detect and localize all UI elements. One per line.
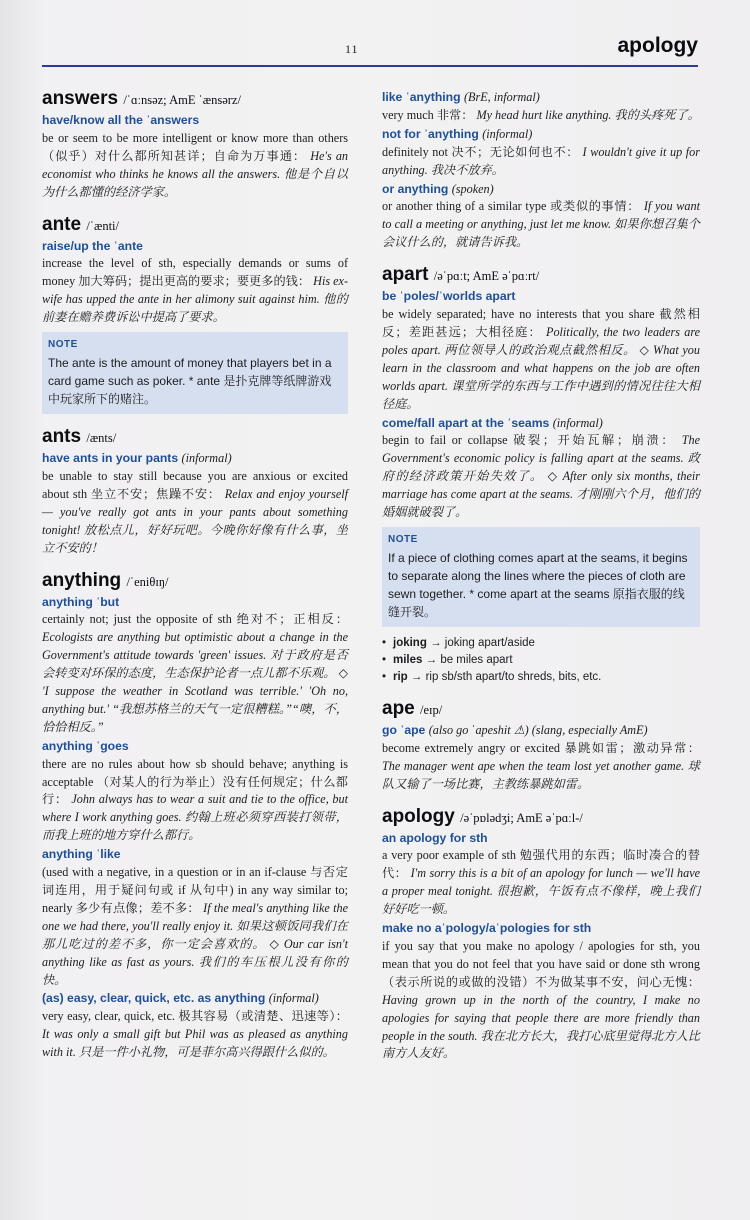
- headword-line: [42, 214, 348, 237]
- note-text: The ante is the amount of money that players bet in a card game such as poker. * ante 是扑克牌等纸牌游戏中玩家所下的赌注。: [48, 356, 332, 407]
- header-rule: [42, 65, 698, 67]
- definition-text: very easy, clear, quick, etc. 极其容易（或清楚、迅速等）：: [42, 1009, 348, 1024]
- idiom-phrase: [382, 415, 700, 433]
- cross-reference-word: miles: [393, 653, 423, 666]
- usage-label: (informal): [268, 991, 319, 1006]
- idiom-text: (as) easy, clear, quick, etc. as anything: [42, 991, 266, 1006]
- cross-reference-item: [382, 669, 700, 686]
- dictionary-entry: [42, 570, 348, 1063]
- definition: [382, 306, 700, 413]
- idiom-phrase: [42, 738, 348, 756]
- cross-reference-target: → rip sb/sth apart/to shreds, bits, etc.: [410, 670, 602, 683]
- idiom-phrase: [382, 288, 700, 306]
- idiom-text: anything ˈlike: [42, 847, 121, 862]
- cross-reference-list: [382, 635, 700, 686]
- example-sentence: Relax and enjoy yourself — you've really got ants in your pants about something tonight! 放松点儿，好好玩吧。今晚你好像有什么事，坐立不安的！: [42, 486, 348, 555]
- headword-line: [382, 806, 700, 829]
- idiom-phrase: [382, 89, 700, 107]
- dictionary-entry: [382, 698, 700, 794]
- definition-text: if you say that you make no apology / apologies for sth, you mean that you do not feel that you have said or done sth wrong （表示所说的或做的没错）不为做某事不安，问心无愧：: [382, 939, 700, 989]
- headword: anything: [42, 569, 122, 591]
- example-sentence: His ex-wife has upped the ante in her alimony suit against him. 他的前妻在赡养费诉讼中提高了要求。: [42, 274, 349, 325]
- definition: [382, 847, 700, 919]
- example-sentence: I wouldn't give it up for anything. 我决不放弃。: [382, 144, 700, 177]
- idiom-phrase: [42, 846, 348, 864]
- dictionary-entry: [382, 264, 700, 686]
- definition: [42, 255, 348, 327]
- idiom-text: an apology for sth: [382, 830, 488, 845]
- idiom-phrase: [382, 722, 700, 740]
- cross-reference-target: → be miles apart: [425, 653, 513, 666]
- guide-word: apology: [617, 34, 698, 57]
- idiom-text: or anything: [382, 181, 449, 196]
- cross-reference-target: → joking apart/aside: [430, 636, 535, 649]
- definition: [382, 144, 700, 180]
- example-sentence: Ecologists are anything but optimistic about a change in the Government's attitude towards 'green' issues. 对于政府是否会转变对环保的态度，生态保护论者一点儿都不乐观。 ◇ 'I suppose the weather in Scotland was terrible.' 'Oh no, anything but.' “我想苏格兰的天气一定很糟糕。”“噢，不，恰恰相反。”: [42, 630, 348, 734]
- definition-text: certainly not; just the opposite of sth 绝对不；正相反：: [42, 612, 348, 627]
- headword: apart: [382, 264, 429, 286]
- headword: apology: [382, 805, 455, 827]
- note-text: If a piece of clothing comes apart at the seams, it begins to separate along the lines where the pieces of cloth are sewn together. * come apart at the seams 原指衣服的线缝开裂。: [388, 550, 688, 619]
- definition-text: very much 非常：: [382, 107, 474, 122]
- idiom-phrase: [382, 920, 700, 938]
- definition: [382, 938, 700, 1063]
- cross-reference-word: rip: [393, 670, 408, 683]
- idiom-text: anything ˈbut: [42, 594, 120, 609]
- dictionary-entry: [382, 806, 700, 1064]
- definition-text: become extremely angry or excited 暴跳如雷；激动异常：: [382, 740, 700, 755]
- usage-label: (informal): [482, 126, 533, 141]
- example-sentence: He's an economist who thinks he knows all the answers. 他是个自以为什么都懂的经济学家。: [42, 148, 349, 199]
- headword: ape: [382, 697, 415, 719]
- idiom-text: like ˈanything: [382, 90, 461, 104]
- definition: [382, 740, 700, 794]
- definition: [42, 1008, 348, 1062]
- definition-text: there are no rules about how sb should behave; anything is acceptable （对某人的行为举止）没有任何规定；什么都行：: [42, 756, 348, 807]
- definition-text: increase the level of sth, especially demands or sums of money 加大筹码；提出更高的要求；要更多的钱：: [42, 256, 348, 289]
- headword-line: [42, 88, 348, 111]
- dictionary-entry: [42, 214, 348, 415]
- idiom-text: not for ˈanything: [382, 126, 479, 141]
- definition: [42, 468, 348, 558]
- pronunciation: /əˈpɒlədʒi; AmE əˈpɑːl-/: [460, 810, 583, 825]
- pronunciation: /ænts/: [86, 431, 117, 446]
- headword: ante: [42, 213, 82, 235]
- idiom-phrase: [42, 990, 348, 1008]
- usage-label: (spoken): [451, 181, 494, 196]
- idiom-text: be ˈpoles/ˈworlds apart: [382, 289, 516, 304]
- headword-line: [42, 426, 348, 449]
- example-sentence: Having grown up in the north of the country, I make no apologies for saying that people there are more friendly than people in the south. 我在北方长大，我打心底里觉得北方人比南方人友好。: [382, 992, 700, 1061]
- example-sentence: It was only a small gift but Phil was as pleased as anything with it. 只是一件小礼物，可是菲尔高兴得跟什么似的。: [42, 1027, 348, 1060]
- dictionary-entry: [42, 426, 348, 557]
- example-sentence: My head hurt like anything. 我的头疼死了。: [476, 107, 700, 122]
- example-sentence: The Government's economic policy is falling apart at the seams. 政府的经济政策开始失效了。 ◇ After only six months, their marriage has come apart at the seams. 才刚刚六个月，他们的婚姻就破裂了。: [382, 433, 700, 520]
- definition: [382, 107, 700, 125]
- left-column: [42, 88, 348, 1074]
- definition-text: definitely not 决不；无论如何也不：: [382, 144, 579, 159]
- note-label: NOTE: [388, 533, 418, 545]
- definition: [382, 198, 700, 252]
- example-sentence: Politically, the two leaders are poles apart. 两位领导人的政治观点截然相反。 ◇ What you learn in the classroom and what happens on the job are often worlds apart. 课堂所学的东西与工作中遇到的情况往往大相径庭。: [382, 324, 701, 411]
- definition-text: begin to fail or collapse 破裂；开始瓦解；崩溃：: [382, 433, 677, 448]
- idiom-phrase: [42, 450, 348, 468]
- usage-label: (BrE, informal): [463, 90, 540, 104]
- right-column: [382, 88, 700, 1075]
- example-sentence: The manager went ape when the team lost yet another game. 球队又输了一场比赛，主教练暴跳如雷。: [382, 758, 700, 791]
- definition-text: or another thing of a similar type 或类似的事情：: [382, 199, 641, 214]
- idiom-text: anything ˈgoes: [42, 738, 129, 753]
- example-sentence: If the meal's anything like the one we had there, you'll really enjoy it. 如果这顿饭同我们在那儿吃过的差不多，你一定会喜欢的。 ◇ Our car isn't anything like as fast as yours. 我们的车压根儿没有你的快。: [42, 900, 349, 987]
- note-label: NOTE: [48, 339, 78, 351]
- example-sentence: I'm sorry this is a bit of an apology for lunch — we'll have a proper meal tonight. 很抱歉，午饭有点不像样，晚上我们好好吃一顿。: [382, 866, 701, 917]
- pronunciation: /ˈeniθɪŋ/: [126, 574, 169, 589]
- definition-text: be widely separated; have no interests that you share 截然相反；差距甚远；大相径庭：: [382, 307, 700, 339]
- usage-label: (also go ˈapeshit ⚠) (slang, especially AmE): [428, 722, 648, 737]
- dictionary-entry: [42, 88, 348, 202]
- definition-text: a very poor example of sth 勉强代用的东西；临时凑合的替代：: [382, 848, 700, 881]
- headword: answers: [42, 88, 119, 109]
- idiom-text: go ˈape: [382, 722, 426, 737]
- idiom-phrase: [382, 181, 700, 199]
- headword: ants: [42, 426, 82, 448]
- example-sentence: If you want to call a meeting or anything, just let me know. 如果你想召集个会议什么的，就请告诉我。: [382, 199, 700, 250]
- usage-label: (informal): [181, 451, 232, 466]
- definition-text: be or seem to be more intelligent or know more than others （似乎）对什么都所知甚详；自命为万事通：: [42, 130, 348, 163]
- definition: [42, 756, 348, 846]
- pronunciation: /ˈɑːnsəz; AmE ˈænsərz/: [123, 93, 241, 107]
- cross-reference-item: [382, 652, 700, 669]
- note-box: [382, 527, 700, 627]
- idiom-text: raise/up the ˈante: [42, 238, 143, 253]
- cross-reference-item: [382, 635, 700, 652]
- idiom-text: have/know all the ˈanswers: [42, 113, 200, 127]
- pronunciation: /eɪp/: [420, 702, 443, 717]
- definition: [42, 611, 348, 736]
- definition-text: be unable to stay still because you are anxious or excited about sth 坐立不安；焦躁不安：: [42, 468, 348, 501]
- idiom-phrase: [42, 238, 348, 256]
- headword-line: [382, 698, 700, 721]
- idiom-phrase: [42, 594, 348, 612]
- idiom-text: make no aˈpology/aˈpologies for sth: [382, 921, 592, 936]
- dictionary-entry: [382, 89, 700, 252]
- idiom-phrase: [382, 830, 700, 848]
- usage-label: (informal): [552, 415, 603, 430]
- headword-line: [382, 264, 700, 287]
- definition: [42, 130, 348, 202]
- idiom-phrase: [382, 126, 700, 144]
- idiom-text: come/fall apart at the ˈseams: [382, 415, 550, 430]
- idiom-text: have ants in your pants: [42, 451, 179, 466]
- definition-text: (used with a negative, in a question or in an if-clause 与否定词连用，用于疑问句或 if 从句中) in any way similar to; nearly 多少有点像；差不多：: [42, 865, 348, 915]
- definition: [42, 864, 348, 989]
- example-sentence: John always has to wear a suit and tie to the office, but where I work anything goes. 约翰上班必须穿西装打领带，而我上班的地方穿什么都行。: [42, 792, 349, 843]
- definition: [382, 432, 700, 522]
- page-number: 11: [345, 42, 359, 56]
- page-header: [42, 30, 700, 66]
- idiom-phrase: [42, 112, 348, 130]
- cross-reference-word: joking: [393, 636, 427, 649]
- pronunciation: /ˈænti/: [86, 218, 120, 233]
- pronunciation: /əˈpɑːt; AmE əˈpɑːrt/: [433, 269, 540, 284]
- headword-line: [42, 570, 348, 593]
- note-box: [42, 332, 348, 414]
